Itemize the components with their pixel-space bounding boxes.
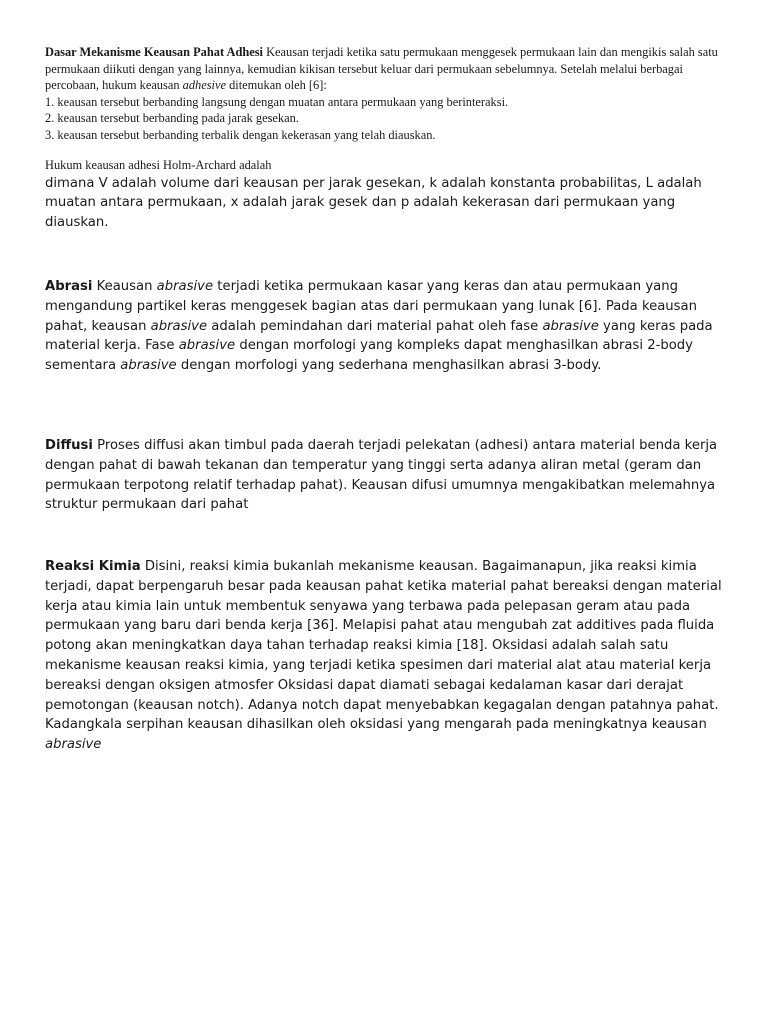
adhesi-definition: dimana V adalah volume dari keausan per jarak gesekan, k adalah konstanta probabilitas, L adalah muatan antara permukaan, x adalah jarak gesek dan p adalah kekerasan dari permukaan yang diauskan. [45, 175, 702, 231]
adhesi-intro-italic: adhesive [182, 78, 226, 92]
abrasi-italic-1: abrasive [156, 279, 214, 294]
reaksi-kimia-term: Reaksi Kimia [45, 559, 141, 574]
adhesi-section [45, 44, 725, 174]
reaksi-kimia-italic: abrasive [45, 737, 102, 753]
adhesi-list-item-1: 1. keausan tersebut berbanding langsung dengan muatan antara permukaan yang berinteraksi. [45, 94, 509, 109]
adhesi-intro-part-1: Keausan terjadi ketika satu permukaan menggesek permukaan lain dan mengikis salah satu permukaan diikuti dengan yang lainnya, kemudian kikisan tersebut keluar dari permukaan sebelumnya. Setelah melalui berbagai percobaan, hukum keausan [45, 45, 718, 92]
abrasi-term: Abrasi [45, 279, 93, 294]
adhesi-heading: Dasar Mekanisme Keausan Pahat Adhesi [45, 45, 264, 59]
diffusi-term: Diffusi [45, 438, 93, 453]
holm-archard-line: Hukum keausan adhesi Holm-Archard adalah [45, 158, 272, 172]
abrasi-italic-4: abrasive [178, 338, 236, 354]
abrasi-italic-2: abrasive [150, 318, 208, 334]
adhesi-list-item-2: 2. keausan tersebut berbanding pada jarak gesekan. [45, 111, 299, 125]
reaksi-kimia-section [45, 557, 735, 755]
abrasi-text-5: dengan morfologi yang kompleks dapat menghasilkan abrasi 2-body sementara [45, 338, 693, 374]
document-page [45, 44, 725, 233]
adhesi-list-item-3: 3. keausan tersebut berbanding terbalik dengan kekerasan yang telah diauskan. [45, 127, 436, 142]
adhesi-intro-part-2: ditemukan oleh [6]: [225, 78, 327, 92]
reaksi-kimia-text: Disini, reaksi kimia bukanlah mekanisme keausan. Bagaimanapun, jika reaksi kimia terjadi, dapat berpengaruh besar pada keausan pahat ketika material pahat bereaksi dengan material kerja atau kimia lain untuk membentuk senyawa yang terbawa pada pelepasan geram atau pada permukaan yang baru dari benda kerja [36]. Melapisi pahat atau mengubah zat additives pada fluida potong akan meningkatkan daya tahan terhadap reaksi kimia [18]. Oksidasi adalah salah satu mekanisme keausan reaksi kimia, yang terjadi ketika spesimen dari material alat atau material kerja bereaksi dengan oksigen atmosfer Oksidasi dapat diamati sebagai kedalaman kasar dari derajat pemotongan (keausan notch). Adanya notch dapat menyebabkan kegagalan dengan patahnya pahat. Kadangkala serpihan keausan dihasilkan oleh oksidasi yang mengarah pada meningkatnya keausan [45, 559, 722, 733]
abrasi-text-4: yang keras pada material kerja. Fase [45, 318, 713, 354]
diffusi-text: Proses diffusi akan timbul pada daerah terjadi pelekatan (adhesi) antara material benda kerja dengan pahat di bawah tekanan dan temperatur yang tinggi serta adanya aliran metal (geram dan permukaan terpotong relatif terhadap pahat). Keausan difusi umumnya mengakibatkan melemahnya struktur permukaan dari pahat [45, 438, 718, 513]
diffusi-section [45, 436, 735, 515]
abrasi-italic-3: abrasive [542, 318, 599, 334]
abrasi-italic-5: abrasive [120, 358, 177, 374]
abrasi-text-2: terjadi ketika permukaan kasar yang keras dan atau permukaan yang mengandung partikel keras menggesek bagian atas dari permukaan yang lunak [6]. Pada keausan pahat, keausan [45, 279, 697, 334]
abrasi-section [45, 277, 735, 376]
abrasi-text-1: Keausan [92, 279, 157, 294]
abrasi-text-3: adalah pemindahan dari material pahat oleh fase [207, 318, 543, 334]
abrasi-text-6: dengan morfologi yang sederhana menghasilkan abrasi 3-body. [176, 358, 602, 374]
